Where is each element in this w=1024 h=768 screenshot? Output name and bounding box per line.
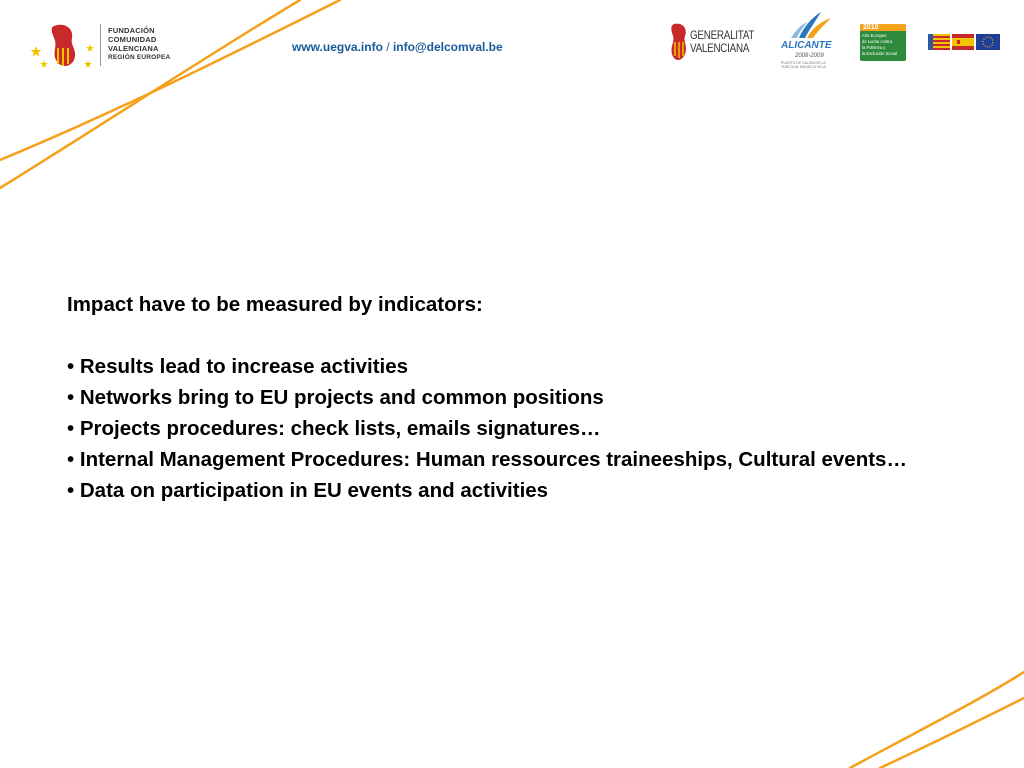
bottom-swoosh-line-1 [850,672,1024,768]
fundacion-line-4: REGIÓN EUROPEA [108,54,171,61]
european-year-2010-logo [860,24,906,61]
alicante-sails-icon [777,10,837,40]
year-2010-label: 2010 [860,24,906,31]
fundacion-emblem-icon [28,20,98,72]
list-item: • Networks bring to EU projects and common positions [67,386,604,409]
year-2010-line-1: Año Europeo [862,33,887,38]
valencia-flag-icon [928,34,950,50]
flags-group [928,34,1000,50]
year-2010-line-4: la Exclusión Social [862,51,897,56]
generalitat-line-2: VALENCIANA [690,41,750,55]
alicante-years: 2008-2009 [795,53,824,59]
bottom-swoosh-line-2 [880,698,1024,768]
fundacion-line-3: VALENCIANA [108,44,159,53]
website-link[interactable]: www.uegva.info [292,40,383,54]
alicante-logo [777,10,837,72]
link-separator: / [386,40,390,54]
fundacion-logo [28,20,178,72]
list-item: • Projects procedures: check lists, emails signatures… [67,417,601,440]
year-2010-line-2: de Lucha contra [862,39,893,44]
year-2010-line-3: la Pobreza y [862,45,886,50]
list-item: • Internal Management Procedures: Human ressources traineeships, Cultural events… [67,448,907,471]
eu-flag-icon [976,34,1000,50]
indicator-list [67,351,967,506]
header-contact [292,40,503,54]
spain-flag-icon [952,34,974,50]
list-item: • Results lead to increase activities [67,355,409,378]
generalitat-logo [668,22,763,66]
slide-heading: Impact have to be measured by indicators: [67,293,483,316]
slide-body [67,289,967,506]
list-item: • Data on participation in EU events and activities [67,479,549,502]
alicante-name: ALICANTE [781,40,832,51]
fundacion-line-2: COMUNIDAD [108,35,157,44]
alicante-subtitle: PUERTO DE SALIDA DE LA VUELTA AL MUNDO A VELA [781,61,826,69]
fundacion-line-1: FUNDACIÓN [108,26,155,35]
email-link[interactable]: info@delcomval.be [392,40,503,54]
generalitat-emblem-icon [668,22,690,64]
generalitat-line-1: GENERALITAT [690,28,755,42]
